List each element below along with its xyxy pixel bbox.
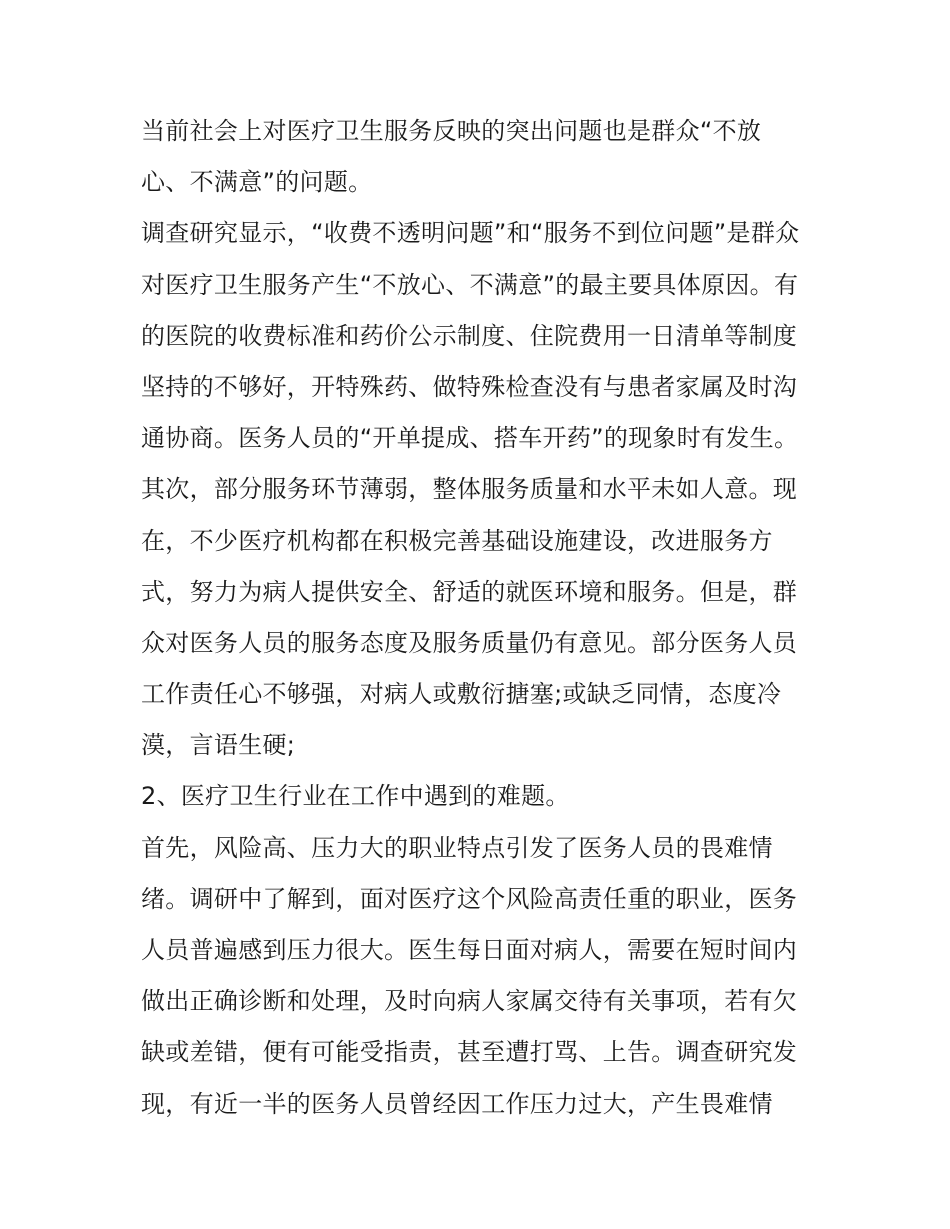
text-line: 人员普遍感到压力很大。医生每日面对病人，需要在短时间内 [141, 936, 798, 964]
text-line: 当前社会上对医疗卫生服务反映的突出问题也是群众“不放 [141, 117, 762, 145]
text-line: 调查研究显示，“收费不透明问题”和“服务不到位问题”是群众 [141, 219, 800, 248]
section-heading: 2、医疗卫生行业在工作中遇到的难题。 [141, 782, 570, 811]
text-line: 对医疗卫生服务产生“不放心、不满意”的最主要具体原因。有 [141, 270, 799, 299]
text-line: 绪。调研中了解到，面对医疗这个风险高责任重的职业，医务 [141, 884, 798, 913]
text-line: 众对医务人员的服务态度及服务质量仍有意见。部分医务人员 [141, 628, 798, 657]
text-line: 其次，部分服务环节薄弱，整体服务质量和水平未如人意。现 [141, 475, 798, 504]
text-line: 的医院的收费标准和药价公示制度、住院费用一日清单等制度 [141, 321, 798, 350]
text-line: 心、不满意”的问题。 [141, 168, 373, 197]
text-line: 在，不少医疗机构都在积极完善基础设施建设，改进服务方 [141, 526, 773, 555]
text-line: 坚持的不够好，开特殊药、做特殊检查没有与患者家属及时沟 [141, 372, 798, 401]
text-line: 工作责任心不够强，对病人或敷衍搪塞;或缺乏同情，态度冷 [141, 680, 782, 709]
text-line: 缺或差错，便有可能受指责，甚至遭打骂、上告。调查研究发 [141, 1038, 798, 1067]
text-line: 做出正确诊断和处理，及时向病人家属交待有关事项，若有欠 [141, 987, 798, 1016]
text-line: 首先，风险高、压力大的职业特点引发了医务人员的畏难情 [141, 833, 773, 862]
text-line: 现，有近一半的医务人员曾经因工作压力过大，产生畏难情 [141, 1089, 773, 1118]
text-line: 式，努力为病人提供安全、舒适的就医环境和服务。但是，群 [141, 577, 798, 606]
body-text [141, 110, 821, 1134]
text-line: 漠，言语生硬; [141, 731, 296, 760]
text-line: 通协商。医务人员的“开单提成、搭车开药”的现象时有发生。 [141, 424, 799, 453]
